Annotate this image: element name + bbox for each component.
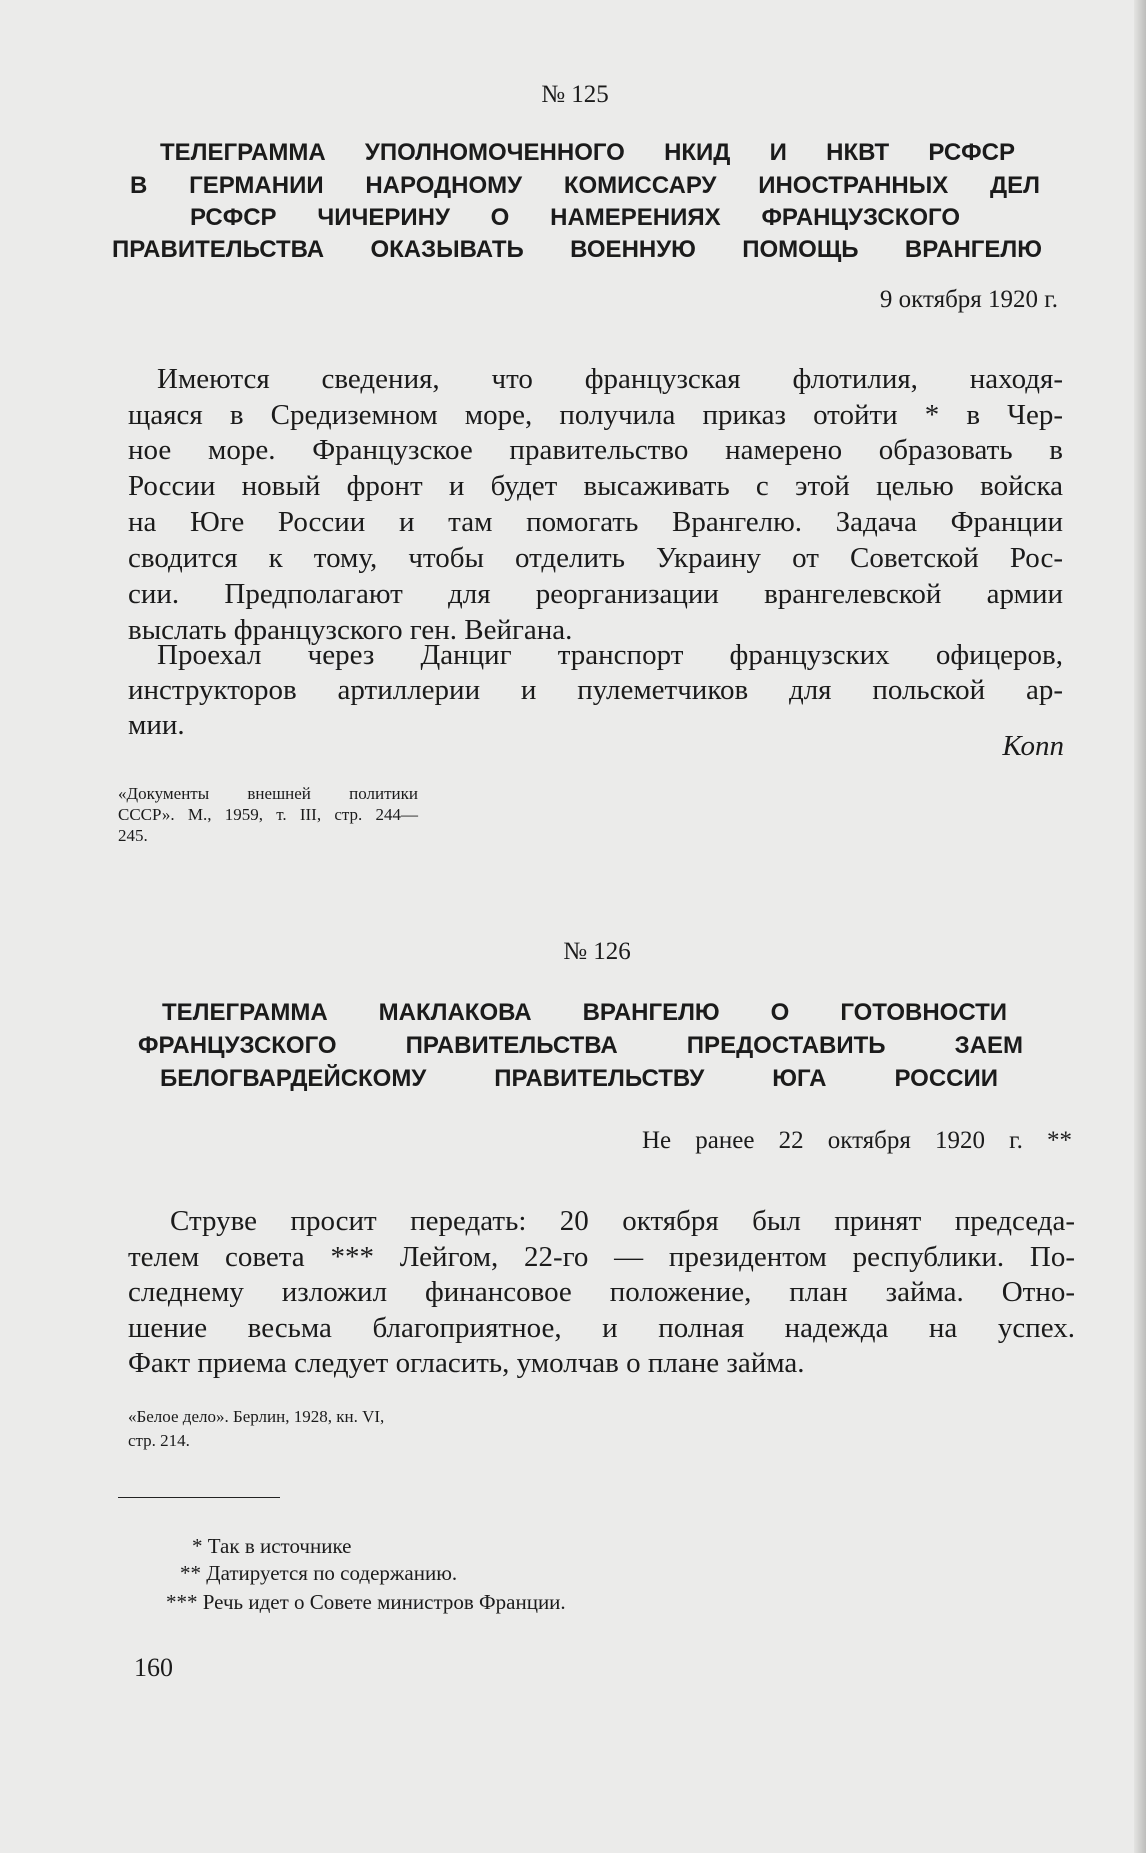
document-title-line: ТЕЛЕГРАММА УПОЛНОМОЧЕННОГО НКИД И НКВТ РСФСР	[160, 139, 1015, 166]
body-line: инструкторов артиллерии и пулеметчиков для польской ар-	[128, 674, 1063, 706]
source-line: «Документы внешней политики	[118, 784, 418, 803]
document-title-line: ПРАВИТЕЛЬСТВА ОКАЗЫВАТЬ ВОЕННУЮ ПОМОЩЬ ВРАНГЕЛЮ	[112, 236, 1042, 263]
source-line: СССР». М., 1959, т. III, стр. 244—	[118, 805, 418, 824]
body-line: Имеются сведения, что французская флотилия, находя-	[157, 363, 1063, 395]
body-line: телем совета *** Лейгом, 22-го — президентом республики. По-	[128, 1241, 1075, 1273]
document-title-line: РСФСР ЧИЧЕРИНУ О НАМЕРЕНИЯХ ФРАНЦУЗСКОГО	[190, 204, 960, 231]
body-line: на Юге России и там помогать Врангелю. Задача Франции	[128, 506, 1063, 538]
body-line: Струве просит передать: 20 октября был принят председа-	[170, 1205, 1075, 1237]
document-date: 9 октября 1920 г.	[879, 286, 1058, 313]
footnote: ** Датируется по содержанию.	[180, 1561, 458, 1585]
body-line: сии. Предполагают для реорганизации врангелевской армии	[128, 578, 1063, 610]
page-number: 160	[134, 1653, 173, 1682]
body-line: шение весьма благоприятное, и полная надежда на успех.	[128, 1312, 1075, 1344]
body-line: России новый фронт и будет высаживать с этой целью войска	[128, 470, 1063, 502]
source-line: «Белое дело». Берлин, 1928, кн. VI,	[128, 1407, 385, 1426]
body-line: мии.	[128, 709, 185, 741]
footnote: * Так в источнике	[192, 1534, 352, 1558]
body-line: выслать французского ген. Вейгана.	[128, 614, 573, 646]
source-line: 245.	[118, 826, 148, 845]
body-line: сводится к тому, чтобы отделить Украину от Советской Рос-	[128, 542, 1063, 574]
footnote: *** Речь идет о Совете министров Франции.	[166, 1590, 566, 1614]
document-date: Не ранее 22 октября 1920 г. **	[642, 1127, 1072, 1154]
body-line: Проехал через Данциг транспорт французских офицеров,	[157, 639, 1063, 671]
document-number: № 125	[541, 81, 609, 108]
body-line: щаяся в Средиземном море, получила приказ отойти * в Чер-	[128, 399, 1063, 431]
document-title-line: В ГЕРМАНИИ НАРОДНОМУ КОМИССАРУ ИНОСТРАННЫХ ДЕЛ	[130, 172, 1040, 199]
body-line: ное море. Французское правительство намерено образовать в	[128, 434, 1063, 466]
source-line: стр. 214.	[128, 1431, 190, 1450]
document-title-line: ТЕЛЕГРАММА МАКЛАКОВА ВРАНГЕЛЮ О ГОТОВНОСТИ	[162, 999, 1007, 1026]
footnote-divider	[118, 1497, 280, 1498]
signature: Копп	[1002, 730, 1064, 762]
document-number: № 126	[563, 938, 631, 965]
body-line: следнему изложил финансовое положение, план займа. Отно-	[128, 1276, 1075, 1308]
document-title-line: БЕЛОГВАРДЕЙСКОМУ ПРАВИТЕЛЬСТВУ ЮГА РОССИИ	[160, 1065, 998, 1092]
page-edge	[1134, 0, 1146, 1853]
body-line: Факт приема следует огласить, умолчав о плане займа.	[128, 1347, 805, 1379]
document-title-line: ФРАНЦУЗСКОГО ПРАВИТЕЛЬСТВА ПРЕДОСТАВИТЬ ЗАЕМ	[138, 1032, 1023, 1059]
